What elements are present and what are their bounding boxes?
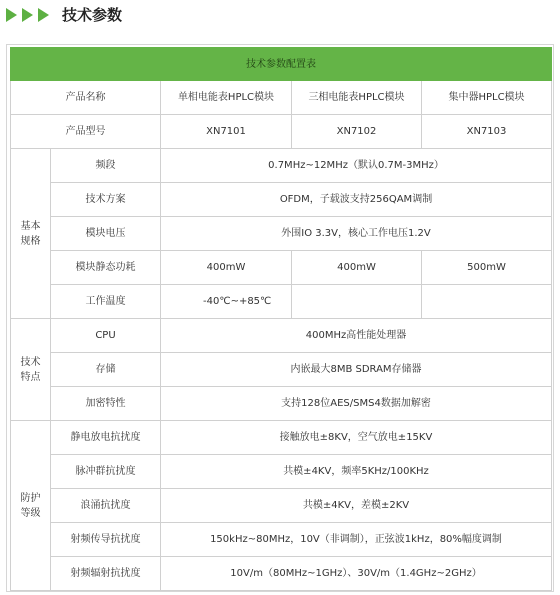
- table-row: [11, 421, 552, 455]
- row-label: 浪涌抗扰度: [51, 489, 161, 523]
- value-cell: 10V/m（80MHz~1GHz）、30V/m（1.4GHz~2GHz）: [161, 557, 552, 591]
- row-label: 技术方案: [51, 183, 161, 217]
- product-name-cell: 三相电能表HPLC模块: [292, 81, 422, 115]
- table-row: [11, 523, 552, 557]
- table-title-row: [11, 48, 552, 81]
- value-cell: 150kHz~80MHz，10V（非调制），正弦波1kHz，80%幅度调制: [161, 523, 552, 557]
- model-cell: XN7101: [161, 115, 292, 149]
- group-label-line: 技术: [20, 356, 41, 368]
- group-label-line: 特点: [20, 371, 41, 383]
- value-cell: 0.7MHz~12MHz（默认0.7M-3MHz）: [161, 149, 552, 183]
- group-label-protection: [11, 421, 51, 591]
- row-label: 射频辐射抗扰度: [51, 557, 161, 591]
- model-cell: XN7103: [422, 115, 552, 149]
- value-cell: 接触放电±8KV，空气放电±15KV: [161, 421, 552, 455]
- table-row: [11, 285, 552, 319]
- value-cell: 共模±4KV，差模±2KV: [161, 489, 552, 523]
- value-cell: 400MHz高性能处理器: [161, 319, 552, 353]
- value-cell: OFDM，子载波支持256QAM调制: [161, 183, 552, 217]
- empty-cell: [422, 285, 552, 319]
- triangle-arrow-icon: [6, 8, 52, 22]
- group-label-line: 防护: [20, 492, 41, 504]
- group-label-line: 等级: [20, 507, 41, 519]
- value-cell: 外围IO 3.3V，核心工作电压1.2V: [161, 217, 552, 251]
- table-row: [11, 183, 552, 217]
- value-cell: 共模±4KV，频率5KHz/100KHz: [161, 455, 552, 489]
- table-row: [11, 353, 552, 387]
- group-label-features: [11, 319, 51, 421]
- table-row: [11, 149, 552, 183]
- value-cell: 400mW: [292, 251, 422, 285]
- empty-cell: [292, 285, 422, 319]
- row-label: 射频传导抗扰度: [51, 523, 161, 557]
- table-row: [11, 319, 552, 353]
- row-label: 模块静态功耗: [51, 251, 161, 285]
- row-label: 脉冲群抗扰度: [51, 455, 161, 489]
- group-label-line: 基本: [20, 220, 41, 232]
- value-cell: 500mW: [422, 251, 552, 285]
- model-cell: XN7102: [292, 115, 422, 149]
- table-row: [11, 115, 552, 149]
- table-row: [11, 81, 552, 115]
- row-label: 静电放电抗扰度: [51, 421, 161, 455]
- table-row: [11, 217, 552, 251]
- product-name-cell: 集中器HPLC模块: [422, 81, 552, 115]
- table-row: [11, 251, 552, 285]
- row-label: CPU: [51, 319, 161, 353]
- group-label-line: 规格: [20, 235, 41, 247]
- row-label: 产品型号: [11, 115, 161, 149]
- value-cell: 400mW: [161, 251, 292, 285]
- spec-table: [10, 47, 552, 591]
- product-name-cell: 单相电能表HPLC模块: [161, 81, 292, 115]
- table-row: [11, 455, 552, 489]
- table-row: [11, 557, 552, 591]
- table-title: 技术参数配置表: [11, 48, 552, 81]
- row-label: 频段: [51, 149, 161, 183]
- row-label: 加密特性: [51, 387, 161, 421]
- row-label: 工作温度: [51, 285, 161, 319]
- group-label-basic: [11, 149, 51, 319]
- page-header: [0, 0, 560, 30]
- value-cell: 内嵌最大8MB SDRAM存储器: [161, 353, 552, 387]
- table-row: [11, 387, 552, 421]
- table-row: [11, 489, 552, 523]
- row-label: 存储: [51, 353, 161, 387]
- row-label: 模块电压: [51, 217, 161, 251]
- value-cell: -40℃~+85℃: [161, 285, 292, 319]
- value-cell: 支持128位AES/SMS4数据加解密: [161, 387, 552, 421]
- page-title: 技术参数: [62, 6, 123, 24]
- row-label: 产品名称: [11, 81, 161, 115]
